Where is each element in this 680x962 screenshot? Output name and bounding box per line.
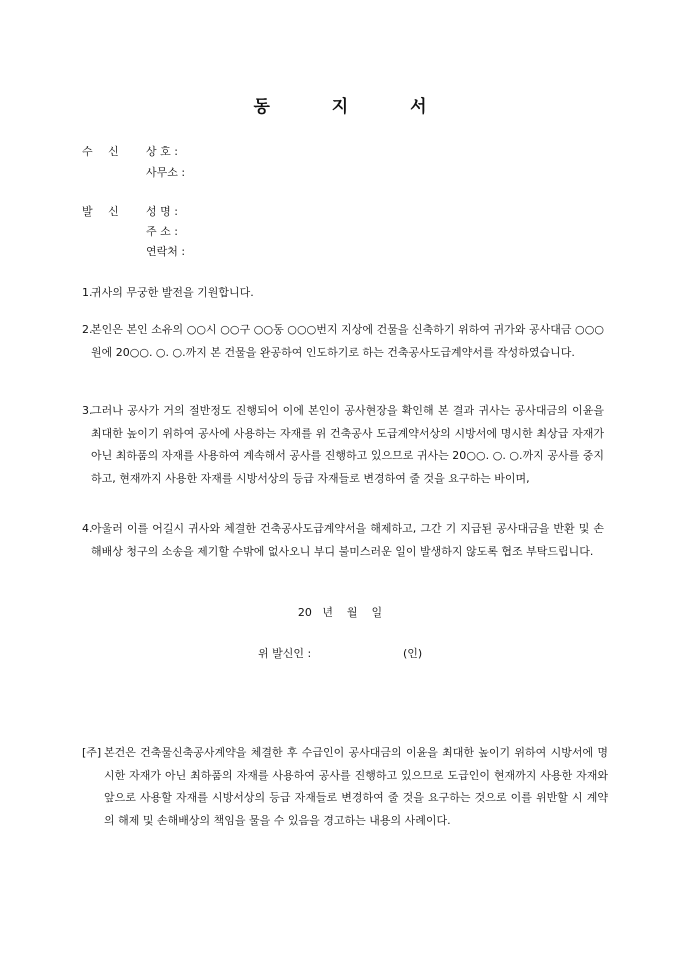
note-text: 본건은 건축물신축공사계약을 체결한 후 수급인이 공사대금의 이윤을 최대한 높이기 위하여 시방서에 명시한 자재가 아닌 최하품의 자재를 사용하여 공사를 진행하고 있으므로 도급인이 현재까지 사용한 자재와 앞으로 사용할 자재를 시방서상의 등급 자재들로 변경하여 줄 것을 요구하는 것으로 이를 위반할 시 계약의 해제 및 손해배상의 책임을 물을 수 있음을 경고하는 내용의 사례이다. [104, 746, 608, 827]
paragraph-number: 2. [82, 323, 93, 336]
note-tag: [주] [82, 746, 102, 759]
recipient-company-label: 상 호 : [146, 145, 178, 158]
sender-contact-label: 연락처 : [146, 245, 186, 258]
seal-mark: (인) [403, 647, 423, 660]
signature-label: 위 발신인 : [258, 647, 312, 660]
sender-address-label: 주 소 : [146, 225, 178, 238]
recipient-office-label: 사무소 : [146, 166, 186, 179]
paragraph-text: 귀사의 무궁한 발전을 기원합니다. [91, 286, 254, 299]
paragraph-3 [82, 400, 604, 490]
paragraph-text: 그러나 공사가 거의 절반정도 진행되어 이에 본인이 공사현장을 확인해 본 결과 귀사는 공사대금의 이윤을 최대한 높이기 위하여 공사에 사용하는 자재를 위 건축공사 도급계약서상의 시방서에 명시한 최상급 자재가 아닌 최하품의 자재를 사용하여 계속해서 공사를 진행하고 있으므로 귀사는 20○○. ○. ○.까지 공사를 중지하고, 현재까지 사용한 자재를 시방서상의 등급 자재들로 변경하여 줄 것을 요구하는 바이며, [91, 404, 604, 485]
paragraph-number: 3. [82, 404, 93, 417]
document-title: 동 지 서 [253, 97, 455, 117]
paragraph-text: 아울러 이를 어길시 귀사와 체결한 건축공사도급계약서을 해제하고, 그간 기 지급된 공사대금을 반환 및 손해배상 청구의 소송을 제기할 수밖에 없사오니 부디 불미스러운 일이 발생하지 않도록 협조 부탁드립니다. [91, 522, 604, 558]
recipient-group-label: 수 신 [82, 145, 125, 158]
paragraph-1 [82, 282, 604, 305]
date-line: 20 년 월 일 [297, 606, 383, 619]
paragraph-2 [82, 319, 604, 364]
sender-name-label: 성 명 : [146, 205, 178, 218]
paragraph-4 [82, 518, 604, 563]
note-block [82, 742, 608, 832]
paragraph-number: 4. [82, 522, 93, 535]
paragraph-text: 본인은 본인 소유의 ○○시 ○○구 ○○동 ○○○번지 지상에 건물을 신축하기 위하여 귀가와 공사대금 ○○○원에 20○○. ○. ○.까지 본 건물을 완공하여 인도하기로 하는 건축공사도급계약서를 작성하였습니다. [91, 323, 604, 359]
paragraph-number: 1. [82, 286, 93, 299]
sender-group-label: 발 신 [82, 205, 125, 218]
